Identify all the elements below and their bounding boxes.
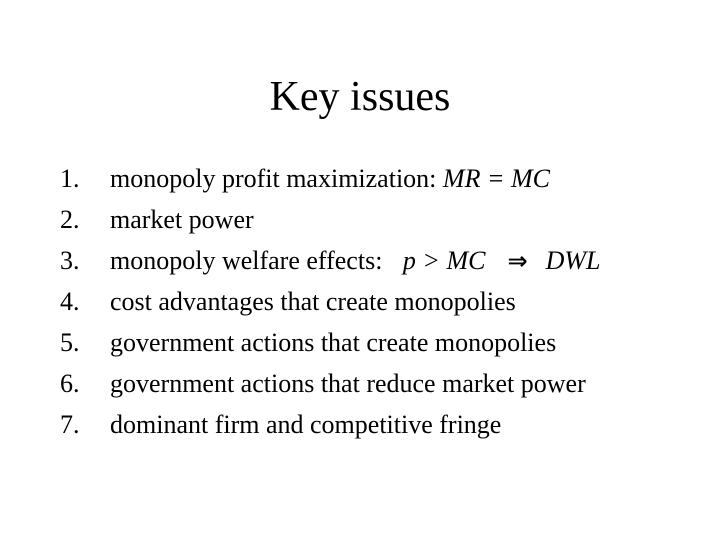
item-text: dominant firm and competitive fringe — [110, 410, 502, 439]
item-text: cost advantages that create monopolies — [110, 287, 516, 316]
item-number: 7. — [60, 410, 80, 439]
item-number: 5. — [60, 328, 80, 357]
slide-title: Key issues — [269, 74, 451, 120]
item-text: government actions that create monopolies — [110, 328, 557, 357]
formula-right: DWL — [545, 246, 601, 275]
list-item — [60, 322, 700, 363]
item-label: monopoly welfare effects: — [110, 246, 389, 275]
implies-arrow-icon: ⇒ — [507, 247, 528, 275]
formula: MR = MC — [442, 164, 550, 193]
item-number: 3. — [60, 246, 80, 275]
item-number: 2. — [60, 205, 80, 234]
list-item — [60, 240, 700, 281]
item-text: government actions that reduce market power — [110, 369, 586, 398]
formula-left: p > MC — [402, 246, 486, 275]
item-number: 1. — [60, 164, 80, 193]
list-item — [60, 281, 700, 322]
item-text — [110, 158, 550, 199]
item-text — [110, 240, 600, 282]
key-issues-list — [60, 158, 700, 445]
list-item — [60, 158, 700, 199]
list-item — [60, 404, 700, 445]
list-item — [60, 199, 700, 240]
item-number: 4. — [60, 287, 80, 316]
list-item — [60, 363, 700, 404]
item-number: 6. — [60, 369, 80, 398]
item-label: monopoly profit maximization: — [110, 164, 443, 193]
item-text: market power — [110, 205, 254, 234]
